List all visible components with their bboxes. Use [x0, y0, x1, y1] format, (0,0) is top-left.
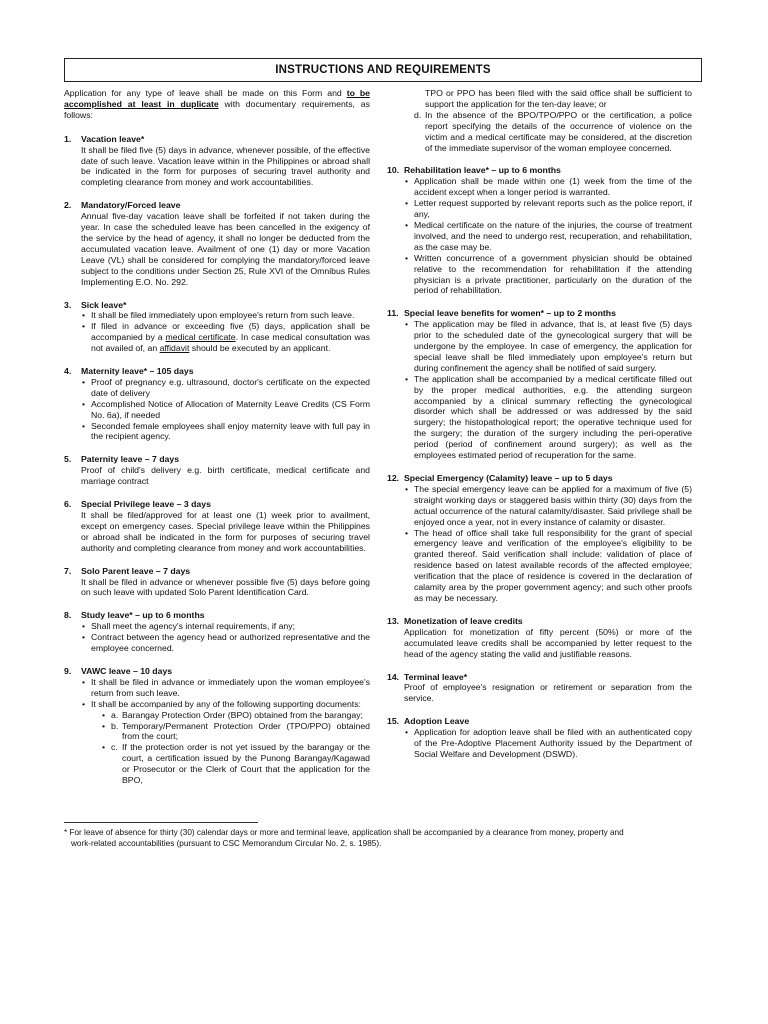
list-item: • Proof of pregnancy e.g. ultrasound, doctor's certificate on the expected date of delivery [81, 377, 370, 399]
section-text: It shall be filed five (5) days in advance, whenever possible, of the effective date of such leave. Vacation leave within in the Philippines or abroad shall be indicated in the form for purposes of securing travel authority and completing clearance from money and work accountabilities. [81, 144, 370, 188]
list-item: • It shall be filed immediately upon employee's return from such leave. [81, 310, 370, 321]
section-title: Rehabilitation leave* – up to 6 months [404, 165, 561, 176]
list-item: • Accomplished Notice of Allocation of Maternity Leave Credits (CS Form No. 6a), if needed [81, 399, 370, 421]
section-text: Proof of child's delivery e.g. birth certificate, medical certificate and marriage contract [81, 465, 370, 487]
list-item: • Letter request supported by relevant reports such as the police report, if any, [404, 198, 692, 220]
underlined-term: affidavit [159, 343, 190, 354]
section-title: Paternity leave – 7 days [81, 454, 180, 465]
section-number: 15. [387, 716, 400, 727]
section-number: 12. [387, 473, 400, 483]
item-text: . In case medical consultation was not availed of, an [91, 332, 371, 354]
section-text: It shall be filed/approved for at least one (1) week prior to availment, except on emergency cases. Special privilege leave within the Philippines or abroad shall be indicated in the form for purposes of securing travel authority and completing clearance from money and work accountabilities. [81, 510, 370, 553]
footnote-line: * For leave of absence for thirty (30) calendar days or more and terminal leave, application shall be accompanied by a clearance from money, property and [64, 828, 624, 837]
section-number: 10. [387, 165, 400, 176]
section-title: Adoption Leave [404, 716, 470, 727]
list-item: • Shall meet the agency's internal requirements, if any; [81, 621, 370, 632]
list-item: • Written concurrence of a government physician should be obtained relative to the recommendation for rehabilitation if the attending physician is a private practitioner, particularly on the duration of the period of rehabilitation. [404, 253, 692, 297]
section-title: Solo Parent leave – 7 days [81, 565, 191, 576]
page-title-box [64, 58, 702, 82]
section-number: 14. [387, 671, 400, 682]
section-text: Application for monetization of fifty percent (50%) or more of the accumulated leave credits shall be accompanied by letter request to the head of the agency stating the valid and justifiable reasons. [404, 626, 692, 659]
section-number: 4. [64, 366, 72, 377]
section-monetization [387, 616, 692, 660]
bullet-list [404, 727, 692, 760]
section-adoption-leave [387, 716, 692, 760]
list-item: • Contract between the agency head or authorized representative and the employee concerned. [81, 632, 370, 654]
section-number: 3. [64, 299, 72, 310]
section-number: 9. [64, 665, 72, 676]
item-text: If filed in advance or exceeding five (5) days, application shall be accompanied by a [91, 321, 370, 343]
section-study-leave [64, 610, 370, 654]
item-marker: • a. [111, 709, 119, 720]
section-maternity-leave [64, 366, 370, 442]
section-calamity-leave [387, 473, 692, 604]
section-vawc-leave [64, 666, 370, 786]
section-number: 2. [64, 200, 72, 211]
section-title: VAWC leave – 10 days [81, 665, 173, 676]
section-number: 11. [387, 308, 399, 319]
sub-list-item [101, 721, 370, 743]
section-number: 6. [64, 499, 72, 510]
item-marker: d. [414, 109, 422, 120]
item-text: It shall be accompanied by any of the following supporting documents: [91, 698, 361, 709]
section-text: Annual five-day vacation leave shall be forfeited if not taken during the year. In case the scheduled leave has been cancelled in the exigency of the service by the head of agency, it shall no longer be deducted from the accumulated vacation leave. Availment of one (1) day or more Vacation Leave (VL) shall be considered for complying the mandatory/forced leave subject to the conditions under Section 25, Rule XVI of the Omnibus Rules Implementing E.O. No. 292. [81, 211, 370, 287]
intro-paragraph [64, 88, 370, 121]
bullet-list [404, 319, 692, 461]
section-text: It shall be filed in advance or whenever possible five (5) days before going on such leave with updated Solo Parent Identification Card. [81, 576, 370, 598]
vawc-continuation [387, 88, 692, 153]
footnote-divider [64, 822, 258, 823]
section-vacation-leave [64, 134, 370, 189]
footnote-line: work-related accountabilities (pursuant to CSC Memorandum Circular No. 2, s. 1985). [71, 838, 382, 848]
bullet-list [81, 677, 370, 786]
sub-list-item [101, 742, 370, 786]
list-item: • Application shall be made within one (1) week from the time of the accident except when a longer period is warranted. [404, 176, 692, 198]
section-rehabilitation-leave [387, 165, 692, 296]
section-title: Special Emergency (Calamity) leave – up to 5 days [404, 473, 613, 483]
section-title: Vacation leave* [81, 133, 145, 144]
intro-text-after: with documentary requirements, as follows: [64, 98, 370, 120]
bullet-list [81, 621, 370, 654]
section-mandatory-leave [64, 200, 370, 287]
item-text: If the protection order is not yet issued by the barangay or the court, a certification issued by the Punong Barangay/Kagawad or Prosecutor or the Clerk of Court that the application for the BPO, [122, 742, 370, 786]
item-marker: • c. [111, 742, 118, 753]
section-title: Special leave benefits for women* – up to 2 months [404, 308, 616, 319]
section-title: Maternity leave* – 105 days [81, 366, 194, 377]
intro-text-before: Application for any type of leave shall be made on this Form and [64, 88, 347, 98]
list-item [81, 321, 370, 354]
section-sick-leave [64, 300, 370, 355]
section-number: 8. [64, 610, 72, 621]
bullet-list [81, 377, 370, 442]
item-text: In the absence of the BPO/TPO/PPO or the certification, a police report specifying the details of the occurrence of violence on the victim and a medical certificate may be considered, at the discretion of the immediate supervisor of the woman employee concerned. [425, 109, 692, 153]
list-item: • Medical certificate on the nature of the injuries, the course of treatment involved, and the need to undergo rest, recuperation, and rehabilitation, as the case may be. [404, 220, 692, 253]
section-text: Proof of employee's resignation or retirement or separation from the service. [404, 682, 692, 704]
section-paternity-leave [64, 454, 370, 487]
section-solo-parent-leave [64, 566, 370, 599]
left-column [64, 88, 370, 798]
list-item: • The application may be filed in advance, that is, at least five (5) days prior to the scheduled date of the gynecological surgery that will be undergone by the employee. In case of emergency, the application for special leave shall be filed immediately upon employee's return but during confinement the agency shall be notified of said surgery. [404, 319, 692, 374]
section-terminal-leave [387, 672, 692, 705]
list-item: • It shall be filed in advance or immediately upon the woman employee's return from such leave. [81, 677, 370, 699]
bullet-list [404, 484, 692, 604]
item-text: should be executed by an applicant. [189, 343, 331, 354]
section-title: Terminal leave* [404, 671, 468, 682]
section-number: 1. [64, 133, 72, 144]
list-item: • The head of office shall take full responsibility for the grant of special emergency leave and verification of the employee's eligibility to be granted thereof. Said verification shall include: validation of place of residence based on latest available records of the affected employee; verification that the place of residence is covered in the declaration of calamity area by the proper government agency; and such other proofs as may be necessary. [404, 528, 692, 604]
section-number: 5. [64, 454, 72, 465]
sub-list [101, 710, 370, 786]
intro-emphasis: to be accomplished at least in duplicate [64, 88, 370, 109]
item-text: Temporary/Permanent Protection Order (TPO/PPO) obtained from the court; [122, 720, 370, 742]
section-special-leave-women [387, 308, 692, 461]
item-marker: • b. [111, 720, 119, 731]
section-title: Mandatory/Forced leave [81, 200, 181, 211]
page-title: INSTRUCTIONS AND REQUIREMENTS [275, 63, 491, 76]
list-item: • Seconded female employees shall enjoy maternity leave with full pay in the recipient agency. [81, 421, 370, 443]
section-title: Special Privilege leave – 3 days [81, 499, 211, 510]
bullet-list [404, 176, 692, 296]
list-item: • Application for adoption leave shall be filed with an authenticated copy of the Pre-Adoptive Placement Authority issued by the Department of Social Welfare and Development (DSWD). [404, 727, 692, 760]
sub-list-item [101, 710, 370, 721]
item-text: Barangay Protection Order (BPO) obtained from the barangay; [122, 709, 363, 720]
list-item: • The application shall be accompanied by a medical certificate filled out by the proper medical authorities, e.g. the attending surgeon accompanied by a clinical summary reflecting the gynecological disorder which shall be addressed or was addressed by the said surgery; the histopathological report; the operative technique used for the surgery; the duration of the surgery including the peri-operative period (period of confinement around surgery); as well as the employees estimated period of recuperation for the same. [404, 374, 692, 461]
section-title: Monetization of leave credits [404, 615, 523, 626]
list-item [81, 699, 370, 786]
sub-list-item [414, 110, 692, 154]
right-column [387, 88, 692, 772]
footnote [64, 828, 684, 849]
bullet-list [81, 310, 370, 354]
continued-text: TPO or PPO has been filed with the said office shall be sufficient to support the application for the ten-day leave; or [425, 88, 692, 109]
underlined-term: medical certificate [165, 332, 236, 343]
section-number: 13. [387, 615, 400, 626]
section-title: Study leave* – up to 6 months [81, 610, 205, 621]
list-item: • The special emergency leave can be applied for a maximum of five (5) straight working days or staggered basis within thirty (30) days from the actual occurrence of the natural calamity/disaster. Said privilege shall be enjoyed once a year, not in every instance of calamity or disaster. [404, 484, 692, 528]
sub-list [414, 110, 692, 154]
section-number: 7. [64, 565, 72, 576]
section-title: Sick leave* [81, 299, 127, 310]
section-special-privilege-leave [64, 499, 370, 554]
